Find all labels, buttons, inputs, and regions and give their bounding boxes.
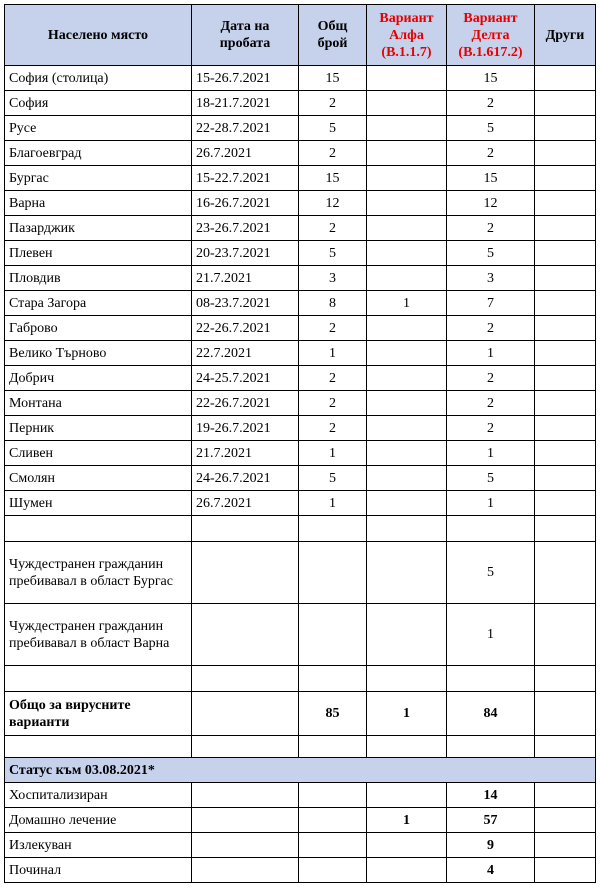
date-cell: 23-26.7.2021: [192, 216, 299, 241]
alpha-cell: [367, 166, 447, 191]
table-row: [5, 216, 596, 241]
table-row: [5, 441, 596, 466]
empty-cell: [535, 833, 596, 858]
date-cell: 22-26.7.2021: [192, 391, 299, 416]
other-cell: [535, 241, 596, 266]
delta-cell: 2: [447, 216, 535, 241]
delta-cell: 1: [447, 491, 535, 516]
header-alpha: Вариант Алфа (B.1.1.7): [367, 5, 447, 66]
spacer-row: [5, 516, 596, 542]
empty-cell: [535, 516, 596, 542]
foreign-delta: 1: [447, 604, 535, 666]
place-cell: Шумен: [5, 491, 192, 516]
delta-cell: 5: [447, 116, 535, 141]
other-cell: [535, 316, 596, 341]
alpha-cell: [367, 141, 447, 166]
header-delta: Вариант Делта (B.1.617.2): [447, 5, 535, 66]
other-cell: [535, 391, 596, 416]
header-other: Други: [535, 5, 596, 66]
table-row: [5, 416, 596, 441]
status-row: [5, 808, 596, 833]
status-header-row: [5, 758, 596, 783]
date-cell: 18-21.7.2021: [192, 91, 299, 116]
total-cell: 5: [299, 116, 367, 141]
alpha-cell: [367, 441, 447, 466]
place-cell: Русе: [5, 116, 192, 141]
empty-cell: [535, 604, 596, 666]
date-cell: 22-28.7.2021: [192, 116, 299, 141]
empty-cell: [299, 858, 367, 883]
alpha-cell: [367, 266, 447, 291]
delta-cell: 2: [447, 391, 535, 416]
empty-cell: [192, 808, 299, 833]
date-cell: 22.7.2021: [192, 341, 299, 366]
delta-cell: 1: [447, 341, 535, 366]
total-alpha: 1: [367, 692, 447, 736]
empty-cell: [535, 858, 596, 883]
table-row: [5, 341, 596, 366]
status-title: Статус към 03.08.2021*: [5, 758, 596, 783]
total-cell: 2: [299, 216, 367, 241]
other-cell: [535, 441, 596, 466]
alpha-cell: [367, 91, 447, 116]
header-row: [5, 5, 596, 66]
total-cell: 1: [299, 441, 367, 466]
alpha-cell: [367, 216, 447, 241]
table-row: [5, 66, 596, 91]
status-delta: 14: [447, 783, 535, 808]
status-delta: 4: [447, 858, 535, 883]
status-alpha: [367, 833, 447, 858]
date-cell: 22-26.7.2021: [192, 316, 299, 341]
place-cell: Плевен: [5, 241, 192, 266]
date-cell: 21.7.2021: [192, 266, 299, 291]
empty-cell: [299, 736, 367, 758]
empty-cell: [447, 666, 535, 692]
empty-cell: [535, 692, 596, 736]
delta-cell: 15: [447, 166, 535, 191]
other-cell: [535, 116, 596, 141]
delta-cell: 3: [447, 266, 535, 291]
total-cell: 15: [299, 66, 367, 91]
table-row: [5, 116, 596, 141]
delta-cell: 2: [447, 91, 535, 116]
place-cell: Сливен: [5, 441, 192, 466]
empty-cell: [299, 666, 367, 692]
empty-cell: [192, 692, 299, 736]
date-cell: 20-23.7.2021: [192, 241, 299, 266]
alpha-cell: [367, 116, 447, 141]
header-total: Общ брой: [299, 5, 367, 66]
empty-cell: [299, 604, 367, 666]
status-row: [5, 783, 596, 808]
total-total: 85: [299, 692, 367, 736]
place-cell: Варна: [5, 191, 192, 216]
other-cell: [535, 491, 596, 516]
other-cell: [535, 91, 596, 116]
status-delta: 57: [447, 808, 535, 833]
other-cell: [535, 466, 596, 491]
alpha-cell: [367, 241, 447, 266]
table-row: [5, 316, 596, 341]
foreign-row: [5, 604, 596, 666]
delta-cell: 2: [447, 141, 535, 166]
total-cell: 2: [299, 391, 367, 416]
empty-cell: [367, 736, 447, 758]
empty-cell: [535, 783, 596, 808]
spacer-row: [5, 666, 596, 692]
table-row: [5, 491, 596, 516]
date-cell: 19-26.7.2021: [192, 416, 299, 441]
header-place: Населено място: [5, 5, 192, 66]
other-cell: [535, 216, 596, 241]
empty-cell: [299, 516, 367, 542]
empty-cell: [535, 808, 596, 833]
other-cell: [535, 191, 596, 216]
empty-cell: [367, 542, 447, 604]
date-cell: 21.7.2021: [192, 441, 299, 466]
empty-cell: [5, 516, 192, 542]
table-row: [5, 466, 596, 491]
place-cell: Благоевград: [5, 141, 192, 166]
total-cell: 2: [299, 316, 367, 341]
other-cell: [535, 416, 596, 441]
alpha-cell: [367, 416, 447, 441]
place-cell: Смолян: [5, 466, 192, 491]
place-cell: Пазарджик: [5, 216, 192, 241]
total-cell: 3: [299, 266, 367, 291]
alpha-cell: [367, 66, 447, 91]
table-row: [5, 241, 596, 266]
status-label: Починал: [5, 858, 192, 883]
place-cell: Перник: [5, 416, 192, 441]
table-row: [5, 91, 596, 116]
empty-cell: [367, 516, 447, 542]
status-label: Домашно лечение: [5, 808, 192, 833]
delta-cell: 2: [447, 416, 535, 441]
empty-cell: [447, 736, 535, 758]
place-cell: София: [5, 91, 192, 116]
empty-cell: [192, 516, 299, 542]
empty-cell: [192, 542, 299, 604]
date-cell: 15-26.7.2021: [192, 66, 299, 91]
delta-cell: 7: [447, 291, 535, 316]
total-cell: 2: [299, 141, 367, 166]
empty-cell: [535, 736, 596, 758]
total-delta: 84: [447, 692, 535, 736]
date-cell: 08-23.7.2021: [192, 291, 299, 316]
empty-cell: [192, 833, 299, 858]
delta-cell: 5: [447, 466, 535, 491]
date-cell: 16-26.7.2021: [192, 191, 299, 216]
other-cell: [535, 291, 596, 316]
alpha-cell: [367, 391, 447, 416]
status-alpha: [367, 783, 447, 808]
empty-cell: [299, 833, 367, 858]
place-cell: Бургас: [5, 166, 192, 191]
date-cell: 26.7.2021: [192, 141, 299, 166]
foreign-place: Чуждестранен гражданин пребивавал в област Варна: [5, 604, 192, 666]
status-alpha: [367, 858, 447, 883]
empty-cell: [299, 542, 367, 604]
empty-cell: [299, 783, 367, 808]
total-cell: 5: [299, 241, 367, 266]
alpha-cell: 1: [367, 291, 447, 316]
table-row: [5, 391, 596, 416]
foreign-place: Чуждестранен гражданин пребивавал в област Бургас: [5, 542, 192, 604]
empty-cell: [5, 666, 192, 692]
total-row: [5, 692, 596, 736]
other-cell: [535, 266, 596, 291]
other-cell: [535, 141, 596, 166]
foreign-row: [5, 542, 596, 604]
header-date: Дата на пробата: [192, 5, 299, 66]
empty-cell: [299, 808, 367, 833]
empty-cell: [5, 736, 192, 758]
place-cell: София (столица): [5, 66, 192, 91]
status-row: [5, 833, 596, 858]
alpha-cell: [367, 366, 447, 391]
status-label: Хоспитализиран: [5, 783, 192, 808]
alpha-cell: [367, 316, 447, 341]
date-cell: 15-22.7.2021: [192, 166, 299, 191]
empty-cell: [535, 666, 596, 692]
place-cell: Габрово: [5, 316, 192, 341]
table-row: [5, 291, 596, 316]
table-row: [5, 366, 596, 391]
empty-cell: [535, 542, 596, 604]
total-cell: 1: [299, 491, 367, 516]
status-delta: 9: [447, 833, 535, 858]
delta-cell: 2: [447, 316, 535, 341]
total-cell: 15: [299, 166, 367, 191]
place-cell: Стара Загора: [5, 291, 192, 316]
empty-cell: [192, 858, 299, 883]
table-row: [5, 191, 596, 216]
delta-cell: 2: [447, 366, 535, 391]
status-alpha: 1: [367, 808, 447, 833]
total-cell: 2: [299, 416, 367, 441]
place-cell: Монтана: [5, 391, 192, 416]
empty-cell: [192, 604, 299, 666]
alpha-cell: [367, 466, 447, 491]
place-cell: Пловдив: [5, 266, 192, 291]
total-cell: 8: [299, 291, 367, 316]
status-label: Излекуван: [5, 833, 192, 858]
alpha-cell: [367, 491, 447, 516]
other-cell: [535, 341, 596, 366]
empty-cell: [192, 783, 299, 808]
date-cell: 24-26.7.2021: [192, 466, 299, 491]
delta-cell: 15: [447, 66, 535, 91]
empty-cell: [367, 666, 447, 692]
variants-table: [4, 4, 596, 883]
delta-cell: 1: [447, 441, 535, 466]
total-cell: 12: [299, 191, 367, 216]
spacer-row: [5, 736, 596, 758]
foreign-delta: 5: [447, 542, 535, 604]
total-cell: 5: [299, 466, 367, 491]
table-row: [5, 141, 596, 166]
other-cell: [535, 366, 596, 391]
empty-cell: [447, 516, 535, 542]
alpha-cell: [367, 191, 447, 216]
delta-cell: 5: [447, 241, 535, 266]
table-row: [5, 266, 596, 291]
date-cell: 24-25.7.2021: [192, 366, 299, 391]
other-cell: [535, 66, 596, 91]
total-cell: 2: [299, 366, 367, 391]
alpha-cell: [367, 341, 447, 366]
date-cell: 26.7.2021: [192, 491, 299, 516]
empty-cell: [192, 736, 299, 758]
other-cell: [535, 166, 596, 191]
total-cell: 2: [299, 91, 367, 116]
place-cell: Добрич: [5, 366, 192, 391]
status-row: [5, 858, 596, 883]
table-row: [5, 166, 596, 191]
empty-cell: [192, 666, 299, 692]
empty-cell: [367, 604, 447, 666]
total-cell: 1: [299, 341, 367, 366]
total-label: Общо за вирусните варианти: [5, 692, 192, 736]
place-cell: Велико Търново: [5, 341, 192, 366]
delta-cell: 12: [447, 191, 535, 216]
